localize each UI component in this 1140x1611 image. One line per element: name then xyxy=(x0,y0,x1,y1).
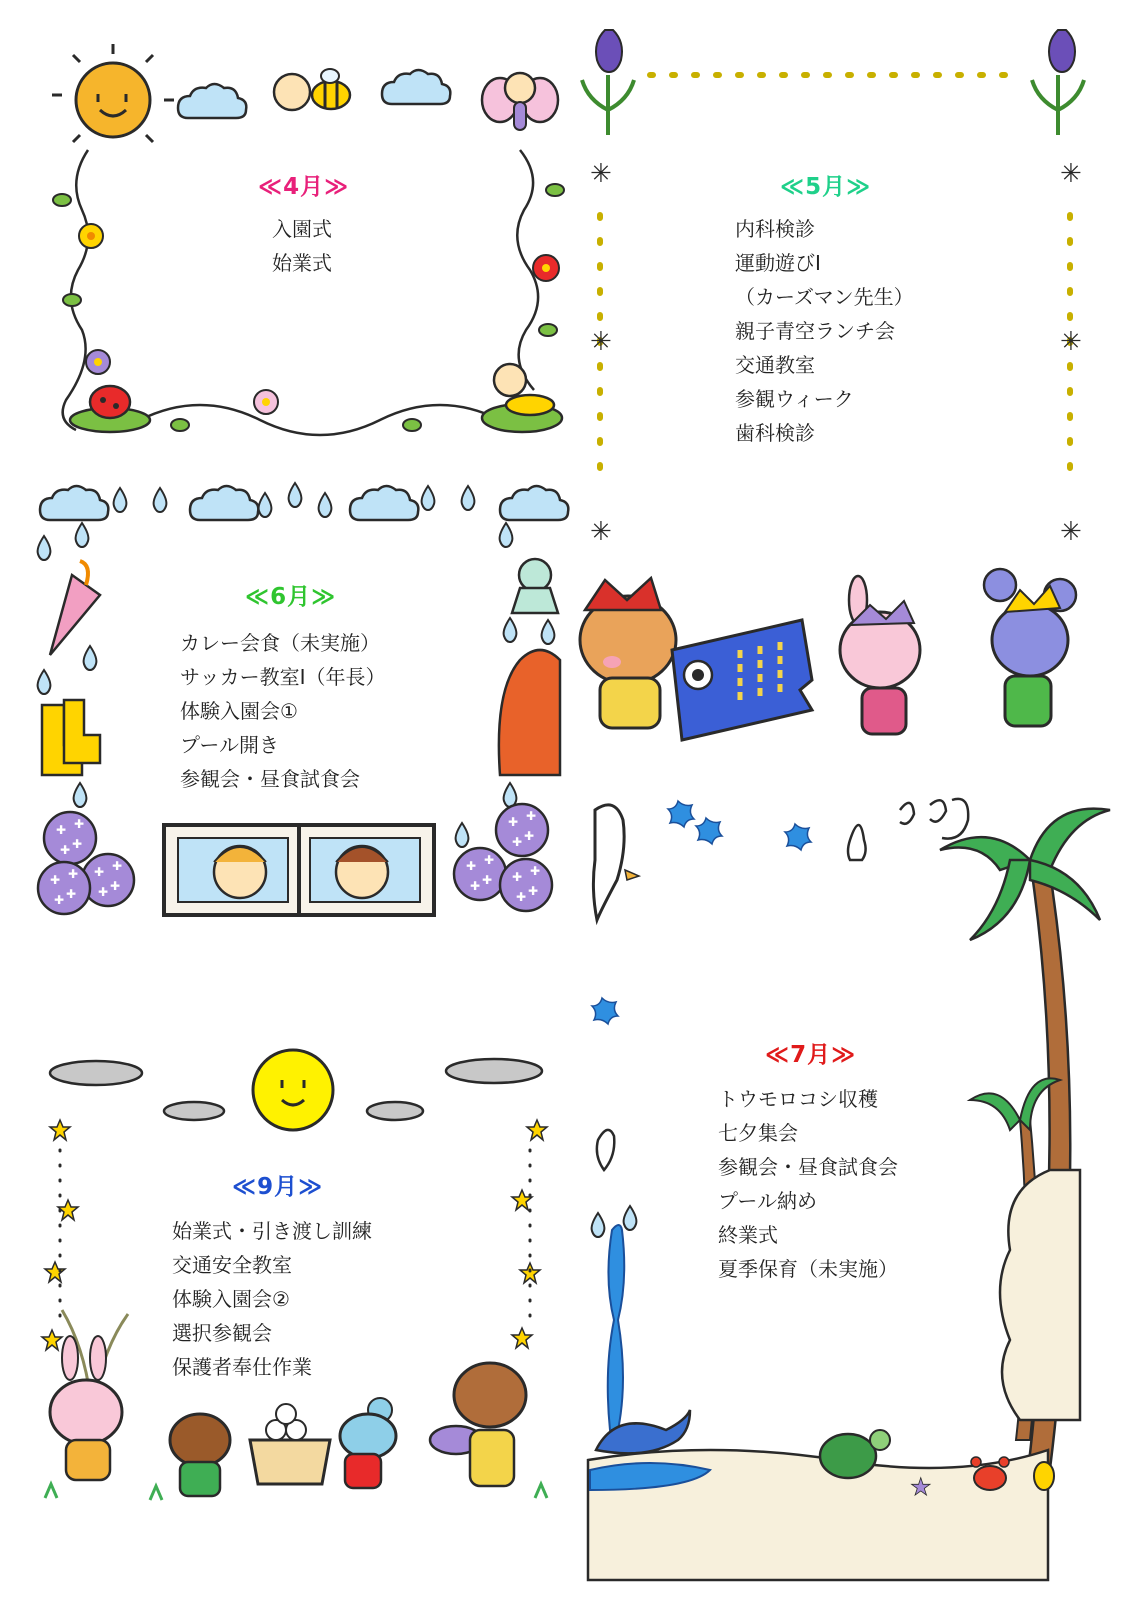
hydrangea-icon xyxy=(454,848,506,900)
raindrop-icon xyxy=(289,483,302,507)
star-icon xyxy=(520,1263,540,1283)
list-item: 夏季保育（未実施） xyxy=(718,1257,898,1281)
carp-streamer-icon xyxy=(672,620,812,740)
raindrop-icon xyxy=(504,618,517,642)
tanuki-icon xyxy=(170,1414,230,1496)
star-icon xyxy=(512,1328,532,1348)
list-item: （カーズマン先生） xyxy=(735,285,914,309)
cloud-icon xyxy=(785,824,811,850)
iris-icon xyxy=(582,30,634,135)
list-item: 七夕集会 xyxy=(718,1121,798,1145)
list-item: トウモロコシ収穫 xyxy=(718,1087,878,1111)
flower-icon xyxy=(79,224,103,248)
list-item: 体験入園会① xyxy=(180,699,298,723)
cloud-icon xyxy=(500,486,568,520)
april-events xyxy=(272,212,332,280)
raincoat-icon xyxy=(499,650,560,775)
raindrop-icon xyxy=(456,823,469,847)
ladybug-icon xyxy=(70,386,150,432)
list-item: 内科検診 xyxy=(735,217,815,241)
bee-icon xyxy=(274,69,350,110)
july-events xyxy=(718,1082,898,1286)
cloud-icon xyxy=(592,998,618,1024)
hydrangea-icon xyxy=(38,862,90,914)
june-title: ≪6月≫ xyxy=(245,584,337,610)
list-item: カレー会食（未実施） xyxy=(180,631,380,655)
april-title: ≪4月≫ xyxy=(258,174,350,200)
seagull-icon xyxy=(848,825,866,860)
mouse-icon xyxy=(984,569,1076,726)
star-icon xyxy=(45,1262,65,1282)
sun-icon xyxy=(52,44,174,142)
raindrop-icon xyxy=(38,536,51,560)
raindrop-icon xyxy=(462,486,475,510)
list-item: 体験入園会② xyxy=(172,1287,290,1311)
tanuki-icon xyxy=(430,1363,526,1486)
moon-icon xyxy=(253,1050,333,1130)
list-item: 始業式 xyxy=(272,251,332,275)
list-item: 参観会・昼食試食会 xyxy=(718,1155,898,1179)
mouse-icon xyxy=(340,1398,396,1488)
cloud-icon xyxy=(696,818,722,844)
may-events xyxy=(735,212,914,450)
list-item: サッカー教室Ⅰ（年長） xyxy=(180,665,386,689)
hydrangea-icon xyxy=(496,804,548,856)
iris-icon xyxy=(1032,30,1084,135)
june-events xyxy=(180,626,386,796)
list-item: 保護者奉仕作業 xyxy=(172,1355,312,1379)
raindrop-icon xyxy=(74,783,87,807)
hydrangea-icon xyxy=(44,812,96,864)
cloud-icon xyxy=(40,486,108,520)
crab-icon xyxy=(971,1457,1009,1490)
september-title: ≪9月≫ xyxy=(232,1174,324,1200)
raindrop-icon xyxy=(542,620,555,644)
raindrop-icon xyxy=(500,523,513,547)
hydrangea-icon xyxy=(500,859,552,911)
raindrop-icon xyxy=(114,488,127,512)
svg-text:✳: ✳ xyxy=(1060,327,1082,357)
butterfly-icon xyxy=(482,73,558,130)
cloud-icon xyxy=(668,801,694,827)
flower-icon xyxy=(533,255,559,281)
svg-text:✳: ✳ xyxy=(590,517,612,547)
raindrop-icon xyxy=(504,783,517,807)
teru-teru-bozu-icon xyxy=(512,559,558,613)
star-icon xyxy=(42,1330,62,1350)
svg-text:✳: ✳ xyxy=(590,327,612,357)
list-item: 交通安全教室 xyxy=(172,1253,292,1277)
list-item: 参観会・昼食試食会 xyxy=(180,767,360,791)
september-events xyxy=(172,1214,372,1384)
svg-text:✳: ✳ xyxy=(1060,517,1082,547)
list-item: 運動遊びⅠ xyxy=(735,251,821,275)
raindrop-icon xyxy=(38,670,51,694)
flower-icon xyxy=(254,390,278,414)
star-icon xyxy=(50,1120,70,1140)
dango-icon xyxy=(250,1404,330,1484)
boots-icon xyxy=(42,700,100,775)
raindrop-icon xyxy=(76,523,89,547)
window-children-icon xyxy=(164,825,434,915)
cloud-icon xyxy=(178,84,246,118)
list-item: 終業式 xyxy=(718,1223,778,1247)
list-item: 始業式・引き渡し訓練 xyxy=(172,1219,372,1243)
svg-text:✳: ✳ xyxy=(590,159,612,189)
raindrop-icon xyxy=(259,493,272,517)
raindrop-icon xyxy=(84,646,97,670)
list-item: プール開き xyxy=(180,733,279,757)
list-item: 参観ウィーク xyxy=(735,387,854,411)
cloud-icon xyxy=(350,486,418,520)
bear-icon xyxy=(580,578,676,728)
decorations: ✚ ✳ ✳ ✳ ✳ ✳ ✳ ★ xyxy=(0,0,1140,1611)
rabbit-icon xyxy=(840,576,920,734)
svg-text:★: ★ xyxy=(910,1473,932,1501)
list-item: 親子青空ランチ会 xyxy=(735,319,895,343)
svg-text:✳: ✳ xyxy=(1060,159,1082,189)
list-item: プール納め xyxy=(718,1189,817,1213)
list-item: 歯科検診 xyxy=(735,421,815,445)
raindrop-icon xyxy=(154,488,167,512)
july-title: ≪7月≫ xyxy=(765,1042,857,1068)
raindrop-icon xyxy=(422,486,435,510)
fountain-icon xyxy=(592,1206,637,1430)
umbrella-icon xyxy=(50,561,100,655)
cloud-icon xyxy=(382,70,450,104)
list-item: 選択参観会 xyxy=(172,1321,272,1345)
cloud-icon xyxy=(190,486,258,520)
seagull-icon xyxy=(593,805,639,920)
raindrop-icon xyxy=(319,493,332,517)
seagull-icon xyxy=(597,1130,614,1170)
flower-icon xyxy=(86,350,110,374)
star-icon xyxy=(527,1120,547,1140)
list-item: 入園式 xyxy=(272,217,332,241)
may-title: ≪5月≫ xyxy=(780,174,872,200)
list-item: 交通教室 xyxy=(735,353,815,377)
rabbit-icon xyxy=(50,1336,122,1480)
caterpillar-icon xyxy=(482,364,562,432)
star-icon xyxy=(512,1190,532,1210)
